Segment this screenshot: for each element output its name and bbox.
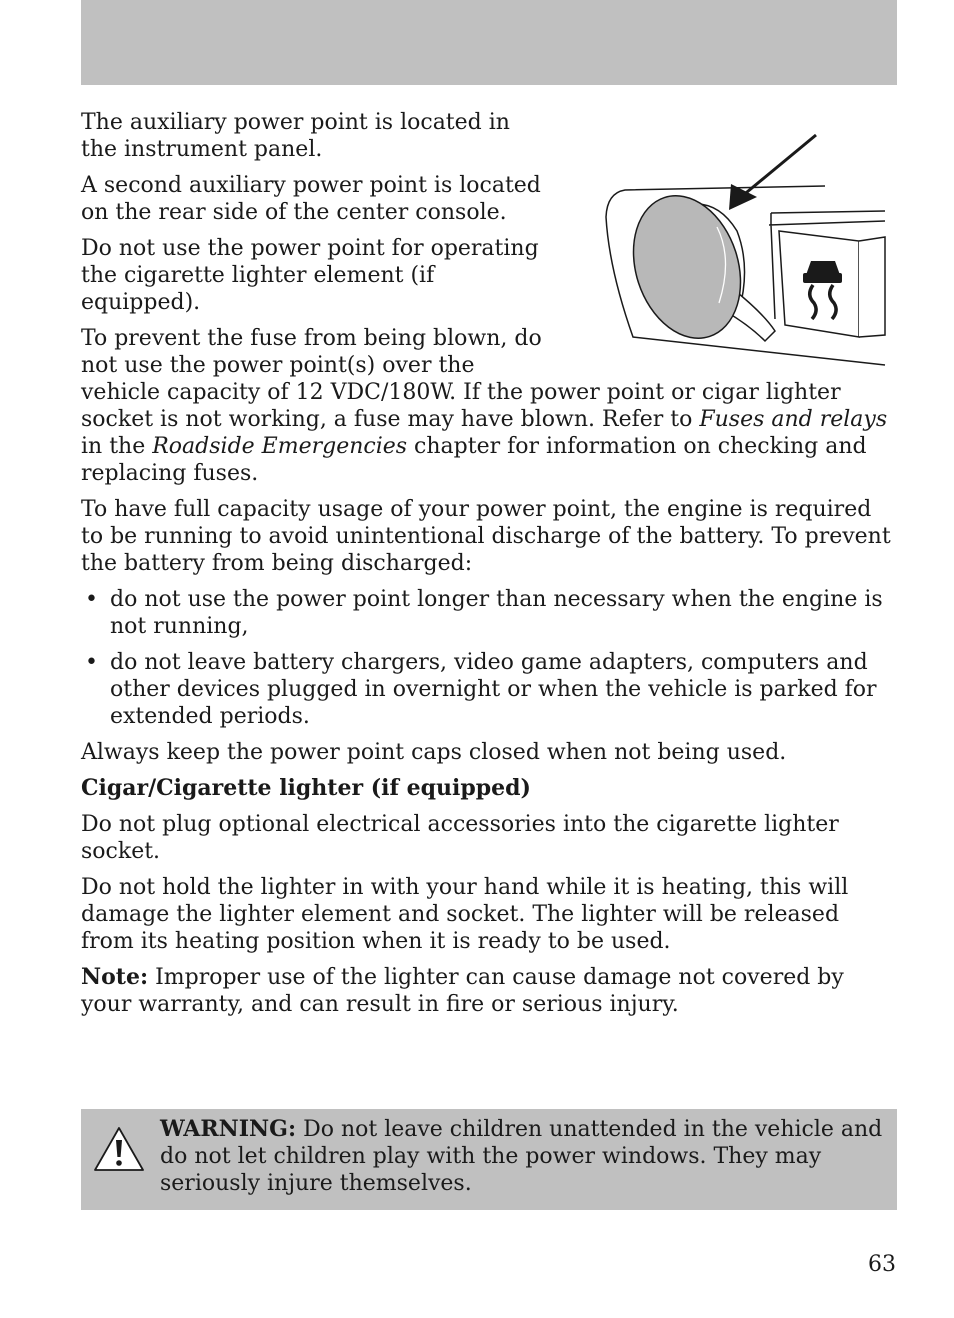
- paragraph-note: [81, 964, 897, 1018]
- traction-switch-side: [859, 237, 885, 337]
- power-point-diagram: [563, 119, 903, 379]
- battery-bullet-list: [81, 586, 897, 730]
- traction-switch: [779, 231, 859, 337]
- list-item-text: do not leave battery chargers, video game adapters, computers and other devices plugged in overnight or when the vehicle is parked for extended periods.: [110, 650, 877, 729]
- warning-text: Do not leave children unattended in the vehicle and do not let children play with the power windows. They may seriously injure themselves.: [160, 1117, 883, 1196]
- fuse-text-b: in the: [81, 434, 153, 459]
- fuse-text-c: chapter for information on checking and replacing fuses.: [81, 434, 867, 486]
- main-content: [81, 109, 897, 1027]
- paragraph-power-point-location: The auxiliary power point is located in the instrument panel.: [81, 110, 510, 162]
- note-text: Improper use of the lighter can cause damage not covered by your warranty, and can result in fire or serious injury.: [81, 965, 844, 1017]
- fuse-text-a: To prevent the fuse from being blown, do not use the power point(s) over the vehicle capacity of 12 VDC/180W. If the power point or cigar lighter socket is not working, a fuse may have blown. Refer to: [81, 326, 841, 432]
- warning-box: [81, 1109, 897, 1210]
- paragraph-no-accessories: Do not plug optional electrical accessories into the cigarette lighter socket.: [81, 812, 839, 864]
- power-point-cap-icon: [616, 182, 758, 352]
- fuses-and-relays-reference: Fuses and relays: [699, 407, 888, 432]
- note-label: Note:: [81, 964, 149, 990]
- power-point-illustration: [563, 119, 903, 379]
- bullet-glyph: •: [85, 587, 98, 612]
- paragraph-lighter-heating: Do not hold the lighter in with your hand while it is heating, this will damage the lighter element and socket. The lighter will be released from its heating position when it is ready to be used.: [81, 875, 849, 954]
- warning-label: WARNING:: [160, 1116, 297, 1142]
- page-number: 63: [868, 1252, 896, 1277]
- list-item: [81, 649, 897, 730]
- arrow-line: [741, 135, 816, 197]
- warning-triangle-icon: [92, 1125, 146, 1175]
- header-bar: [81, 0, 897, 85]
- bullet-glyph: •: [85, 650, 98, 675]
- section-heading-cigar-lighter: Cigar/Cigarette lighter (if equipped): [81, 775, 531, 801]
- paragraph-no-lighter-element: Do not use the power point for operating the cigarette lighter element (if equipped).: [81, 236, 539, 315]
- paragraph-second-power-point: A second auxiliary power point is located on the rear side of the center console.: [81, 173, 541, 225]
- list-item: [81, 586, 897, 640]
- roadside-emergencies-reference: Roadside Emergencies: [152, 434, 408, 459]
- paragraph-full-capacity: To have full capacity usage of your power point, the engine is required to be running to avoid unintentional discharge of the battery. To prevent the battery from being discharged:: [81, 497, 891, 576]
- paragraph-caps-closed: Always keep the power point caps closed when not being used.: [81, 740, 787, 765]
- list-item-text: do not use the power point longer than necessary when the engine is not running,: [110, 587, 883, 639]
